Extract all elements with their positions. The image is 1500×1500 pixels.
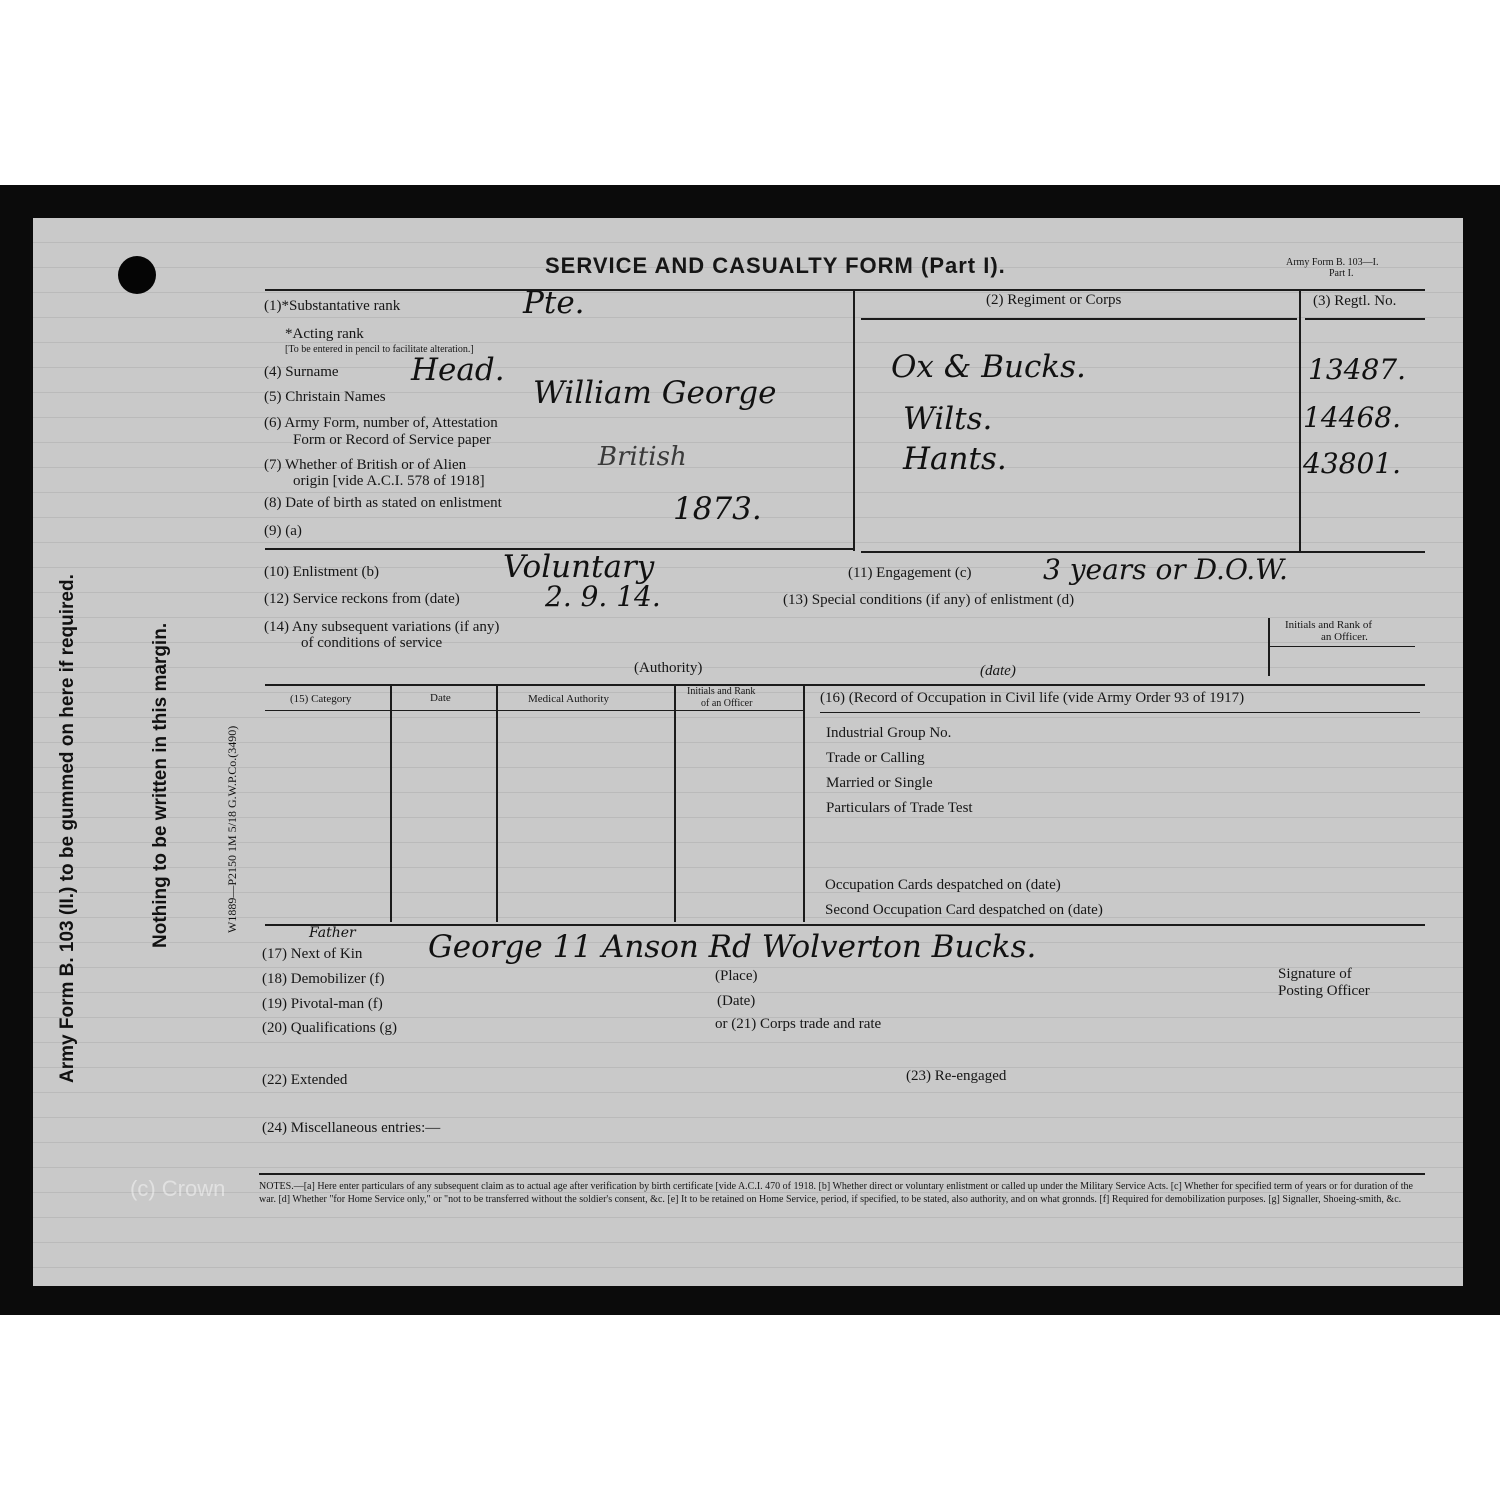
entry-rank: Pte. xyxy=(523,285,585,321)
label-demobilizer: (18) Demobilizer (f) xyxy=(262,971,385,987)
label-place: (Place) xyxy=(715,968,758,984)
label-army-form-b: Form or Record of Service paper xyxy=(293,432,491,448)
entry-regtl-no-1: 13487. xyxy=(1308,353,1406,386)
label-variations-a: (14) Any subsequent variations (if any) xyxy=(264,619,500,635)
header-regiment-corps: (2) Regiment or Corps xyxy=(986,292,1122,308)
rule-initials-vertical xyxy=(1268,618,1270,676)
label-trade-test: Particulars of Trade Test xyxy=(826,800,973,816)
label-initials-rank-b: an Officer. xyxy=(1321,631,1368,643)
entry-regiment-2: Wilts. xyxy=(903,401,993,437)
label-army-form-a: (6) Army Form, number of, Attestation xyxy=(264,415,498,431)
header-date: Date xyxy=(430,692,451,704)
form-ref-1: Army Form B. 103—I. xyxy=(1286,257,1379,268)
label-corps-trade: or (21) Corps trade and rate xyxy=(715,1016,882,1032)
service-casualty-form xyxy=(33,218,1463,1286)
label-pencil-note: [To be entered in pencil to facilitate alteration.] xyxy=(285,344,474,355)
label-trade-calling: Trade or Calling xyxy=(826,750,925,766)
entry-regtl-no-3: 43801. xyxy=(1303,447,1401,480)
rule-col-3 xyxy=(674,684,676,922)
form-ref-2: Part I. xyxy=(1329,268,1354,279)
margin-text-gummed: Army Form B. 103 (II.) to be gummed on here if required. xyxy=(57,574,78,1083)
crown-watermark: (c) Crown xyxy=(130,1176,226,1201)
rule-col-1 xyxy=(390,684,392,922)
entry-regiment-3: Hants. xyxy=(903,441,1007,477)
label-date-of-birth: (8) Date of birth as stated on enlistment xyxy=(264,495,502,511)
header-regtl-no: (3) Regtl. No. xyxy=(1313,293,1397,309)
label-next-of-kin: (17) Next of Kin xyxy=(262,946,363,962)
rule-table-bottom xyxy=(265,924,1425,926)
rule-top xyxy=(265,289,1425,291)
label-christian-names: (5) Christain Names xyxy=(264,389,386,405)
form-title: SERVICE AND CASUALTY FORM (Part I). xyxy=(545,253,1006,278)
label-surname: (4) Surname xyxy=(264,364,339,380)
rule-col-4 xyxy=(803,684,805,922)
rule-initials-under xyxy=(1270,646,1415,647)
label-service-reckons: (12) Service reckons from (date) xyxy=(264,591,460,607)
entry-regtl-no-2: 14468. xyxy=(1303,401,1401,434)
margin-text-nothing: Nothing to be written in this margin. xyxy=(150,622,171,948)
entry-birth-year: 1873. xyxy=(673,491,762,527)
label-substantive-rank: (1)*Substantative rank xyxy=(264,298,401,314)
label-authority: (Authority) xyxy=(634,660,703,676)
label-special-conditions: (13) Special conditions (if any) of enlistment (d) xyxy=(783,592,1075,608)
header-medical-authority: Medical Authority xyxy=(528,693,609,705)
entry-kin-relation: Father xyxy=(309,925,356,941)
header-initials-b: of an Officer xyxy=(701,698,753,709)
rule-occupation-header xyxy=(820,712,1420,713)
label-industrial-group: Industrial Group No. xyxy=(826,725,952,741)
punch-hole xyxy=(118,256,156,294)
label-9a: (9) (a) xyxy=(264,523,302,539)
label-acting-rank: *Acting rank xyxy=(285,326,364,342)
label-record-occupation: (16) (Record of Occupation in Civil life (vide Army Order 93 of 1917) xyxy=(820,690,1245,706)
label-initials-rank-a: Initials and Rank of xyxy=(1285,619,1373,631)
label-signature-a: Signature of xyxy=(1278,966,1352,982)
entry-regiment-1: Ox & Bucks. xyxy=(891,349,1086,385)
label-signature-b: Posting Officer xyxy=(1278,983,1370,999)
rule-mid-vertical xyxy=(853,289,855,551)
label-engagement: (11) Engagement (c) xyxy=(848,565,972,581)
label-married-single: Married or Single xyxy=(826,775,933,791)
header-category: (15) Category xyxy=(290,693,352,705)
rule-regtl-vertical xyxy=(1299,289,1301,551)
rule-table-top xyxy=(265,684,1425,686)
rule-col-2 xyxy=(496,684,498,922)
entry-service-from: 2. 9. 14. xyxy=(545,580,661,613)
printer-code: W1889—P2150 1M 5/18 G.W.P.Co.(3490) xyxy=(225,725,239,933)
label-origin-a: (7) Whether of British or of Alien xyxy=(264,457,467,473)
entry-christian-names: William George xyxy=(533,375,777,411)
rule-notes-top xyxy=(259,1173,1425,1175)
entry-enlistment: Voluntary xyxy=(503,549,655,585)
entry-surname: Head. xyxy=(411,352,505,388)
label-occupation-cards: Occupation Cards despatched on (date) xyxy=(825,877,1061,893)
label-qualifications: (20) Qualifications (g) xyxy=(262,1020,397,1036)
header-initials-a: Initials and Rank xyxy=(687,686,756,697)
entry-origin: British xyxy=(598,442,687,472)
entry-engagement: 3 years or D.O.W. xyxy=(1043,553,1288,586)
rule-under-regtl xyxy=(1305,318,1425,320)
entry-next-of-kin: George 11 Anson Rd Wolverton Bucks. xyxy=(428,929,1037,965)
rule-under-headers xyxy=(861,318,1297,320)
label-second-occupation: Second Occupation Card despatched on (date) xyxy=(825,902,1103,918)
label-miscellaneous: (24) Miscellaneous entries:— xyxy=(262,1120,441,1136)
label-date-place: (Date) xyxy=(717,993,756,1009)
label-enlistment: (10) Enlistment (b) xyxy=(264,564,379,580)
label-extended: (22) Extended xyxy=(262,1072,348,1088)
label-date: (date) xyxy=(980,663,1016,679)
notes-footer: NOTES.—[a] Here enter particulars of any subsequent claim as to actual age after verification by birth certificate [vide A.C.I. 470 of 1918. [b] Whether direct or voluntary enlistment or called up under the Military Service Acts. [c] Whether for specified term of years or for duration of the war. [d] Whether "for Home Service only," or "not to be transferred without the soldier's consent, &c. [e] It to be retained on Home Service, period, if specified, to be stated, also authority, and on what gronnds. [f] Required for demobilization purposes. [g] Signaller, Shoeing-smith, &c. xyxy=(259,1181,1413,1205)
label-variations-b: of conditions of service xyxy=(301,635,443,651)
label-origin-b: origin [vide A.C.I. 578 of 1918] xyxy=(293,473,485,489)
label-re-engaged: (23) Re-engaged xyxy=(906,1068,1007,1084)
rule-table-header xyxy=(265,710,805,711)
label-pivotal-man: (19) Pivotal-man (f) xyxy=(262,996,383,1012)
